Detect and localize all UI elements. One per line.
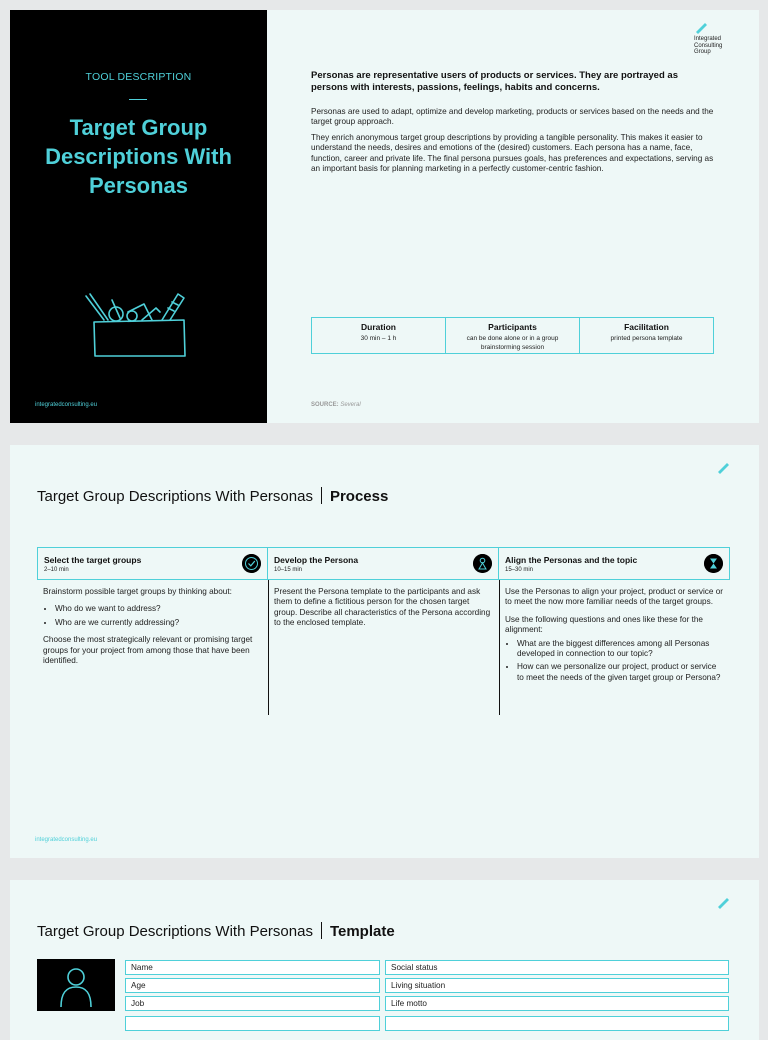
cover-kicker: TOOL DESCRIPTION xyxy=(85,71,192,83)
step-time: 10–15 min xyxy=(274,567,303,573)
cover-title: Target Group Descriptions With Personas xyxy=(45,115,232,198)
process-steps xyxy=(37,547,730,715)
process-title-text: Target Group Descriptions With Personas xyxy=(37,488,313,505)
step-time: 15–30 min xyxy=(505,567,534,573)
cover-panel xyxy=(10,10,267,423)
step-bullets xyxy=(505,639,723,684)
step-bullets xyxy=(43,604,255,628)
step-title: Develop the Persona xyxy=(274,555,359,565)
list-item: • How can we personalize our project, product or service to meet the needs of the given target group or Persona? xyxy=(517,662,723,683)
facts-table xyxy=(311,317,714,354)
field-label: Name xyxy=(131,963,153,972)
living-situation-field[interactable] xyxy=(385,978,729,993)
job-field[interactable] xyxy=(125,996,380,1011)
step-align-personas xyxy=(499,547,730,715)
list-item: • Who are we currently addressing? xyxy=(55,618,255,628)
name-field[interactable] xyxy=(125,960,380,975)
field-label: Life motto xyxy=(391,999,427,1008)
person-icon xyxy=(473,554,492,573)
field-label: Age xyxy=(131,981,146,990)
fact-label: Facilitation xyxy=(624,322,669,332)
source-label: SOURCE: xyxy=(311,402,339,408)
intro-paragraph-2: They enrich anonymous target group descriptions by providing a tangible personality. This makes it easier to understand the needs, desires and emotions of the (desired) customers. Each persona has a name, face, function, career and private life. The final persona pursues goals, has preferences and expectations, serving as an important basis for planning marketing in a perfectly customer-centric fashion. xyxy=(311,133,714,173)
template-title xyxy=(37,922,395,940)
pencil-logo-icon xyxy=(694,20,708,34)
hourglass-icon xyxy=(704,554,723,573)
step-intro-2: Use the following questions and ones like these for the alignment: xyxy=(505,614,703,635)
logo-text: Integrated Consulting Group xyxy=(694,36,723,55)
page-template xyxy=(10,880,759,1040)
field-label: Social status xyxy=(391,963,438,972)
fact-label: Participants xyxy=(488,322,537,332)
company-logo xyxy=(694,20,744,70)
pencil-icon xyxy=(716,895,730,909)
user-icon xyxy=(37,959,115,1011)
template-title-suffix: Template xyxy=(329,923,395,940)
fact-participants xyxy=(445,318,579,353)
social-status-field[interactable] xyxy=(385,960,729,975)
field-label: Living situation xyxy=(391,981,446,990)
step-header xyxy=(268,547,499,580)
step-outro: Choose the most strategically relevant or promising target groups for your project from among those that have been identified. xyxy=(43,635,253,666)
page-process xyxy=(10,445,759,858)
source-note xyxy=(311,402,361,408)
step-time: 2–10 min xyxy=(44,567,69,573)
title-separator xyxy=(321,922,322,939)
step-intro: Brainstorm possible target groups by thinking about: xyxy=(43,587,232,596)
fact-label: Duration xyxy=(361,322,396,332)
fact-value: 30 min – 1 h xyxy=(360,335,397,342)
process-title xyxy=(37,487,388,505)
toolbox-icon xyxy=(82,290,192,360)
source-value: Several xyxy=(340,402,361,408)
list-item: • Who do we want to address? xyxy=(55,604,255,614)
template-title-text: Target Group Descriptions With Personas xyxy=(37,923,313,940)
list-item: • What are the biggest differences among all Personas developed in connection to our topic? xyxy=(517,639,723,660)
title-separator xyxy=(321,487,322,504)
life-motto-field[interactable] xyxy=(385,996,729,1011)
fact-facilitation xyxy=(579,318,713,353)
step-select-target-groups xyxy=(37,547,268,715)
cover-divider xyxy=(129,99,147,100)
step-header xyxy=(37,547,268,580)
fact-value: can be done alone or in a group brainstorming session xyxy=(466,335,559,351)
fact-value: printed persona template xyxy=(610,335,683,342)
step-intro: Use the Personas to align your project, product or service or to meet the now more familiar needs of the target groups. xyxy=(505,587,723,607)
age-field[interactable] xyxy=(125,978,380,993)
field-label: Job xyxy=(131,999,145,1008)
fact-duration xyxy=(312,318,445,353)
intro-lead: Personas are representative users of products or services. They are portrayed as persons with interests, passions, feelings, habits and concerns. xyxy=(311,70,678,93)
step-develop-persona xyxy=(268,547,499,715)
step-header xyxy=(499,547,730,580)
page-tool-description xyxy=(10,10,759,423)
step-body xyxy=(274,587,492,636)
step-body xyxy=(43,587,255,673)
cover-url[interactable]: integratedconsulting.eu xyxy=(35,402,98,408)
step-intro: Present the Persona template to the participants and ask them to define a fictitious person for the chosen target group. Describe all characteristics of the Persona according to the enclosed template. xyxy=(274,587,491,628)
step-title: Select the target groups xyxy=(44,555,142,565)
intro-paragraph-1: Personas are used to adapt, optimize and develop marketing, products or services based on the needs and the target group approach. xyxy=(311,107,714,127)
process-title-suffix: Process xyxy=(329,488,389,505)
pencil-icon xyxy=(716,460,730,474)
persona-avatar xyxy=(37,959,115,1011)
step-body xyxy=(505,587,723,690)
step-title: Align the Personas and the topic xyxy=(505,555,638,565)
check-icon xyxy=(242,554,261,573)
process-url[interactable]: integratedconsulting.eu xyxy=(35,837,98,843)
